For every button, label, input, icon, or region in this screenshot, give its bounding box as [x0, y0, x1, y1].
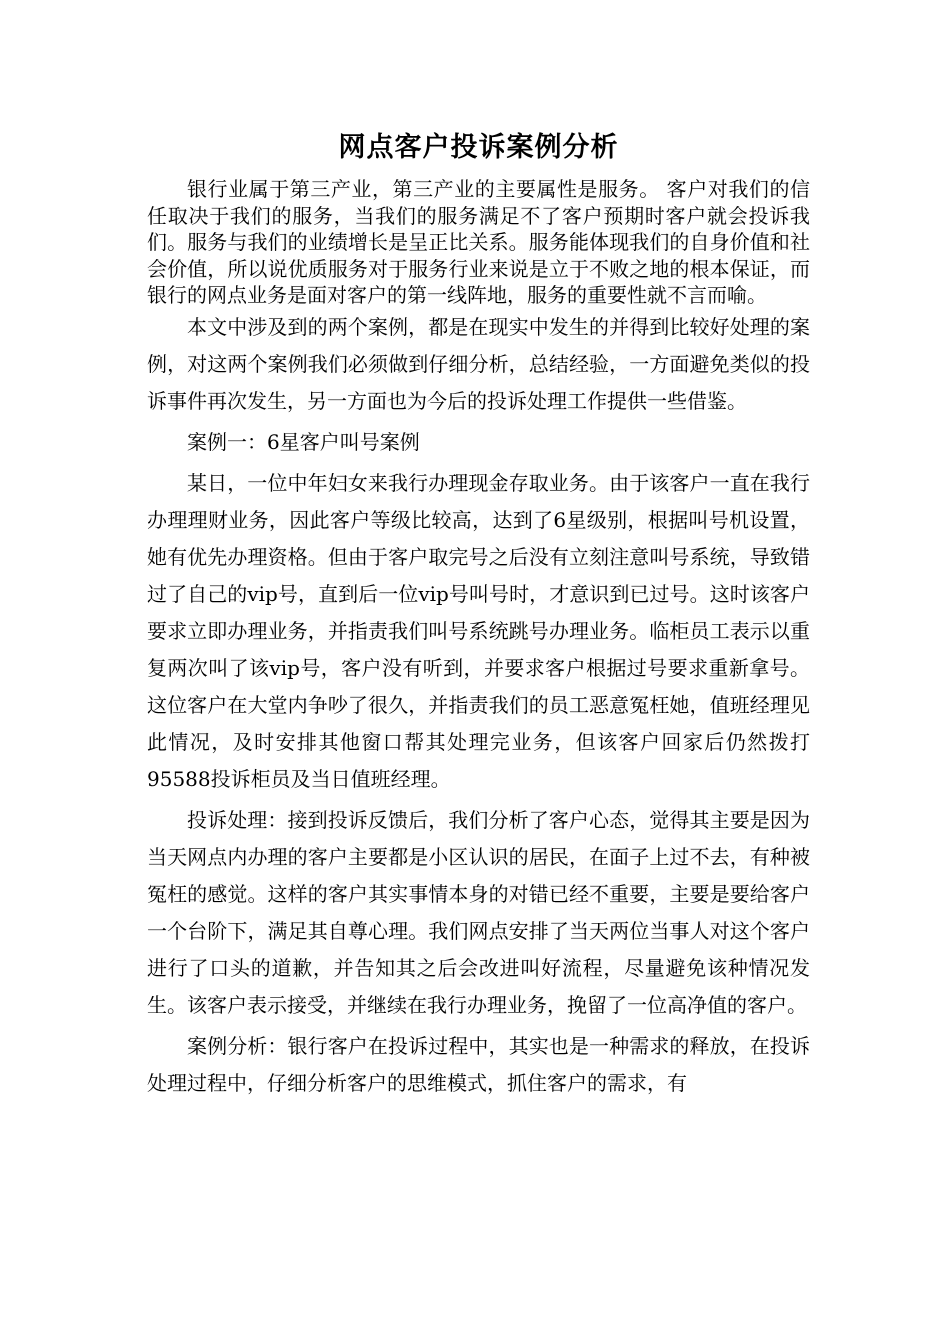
body-paragraph-3: 投诉处理：接到投诉反馈后，我们分析了客户心态，觉得其主要是因为当天网点内办理的客户主要都是小区认识的居民，在面子上过不去，有种被冤枉的感觉。这样的客户其实事情本身的对错已经不重要，主要是要给客户一个台阶下，满足其自尊心理。我们网点安排了当天两位当事人对这个客户进行了口头的道歉，并告知其之后会改进叫好流程，尽量避免该种情况发生。该客户表示接受，并继续在我行办理业务，挽留了一位高净值的客户。	[147, 807, 810, 1017]
body-paragraph-2: 某日，一位中年妇女来我行办理现金存取业务。由于该客户一直在我行办理理财业务，因此客户等级比较高，达到了6星级别，根据叫号机设置，她有优先办理资格。但由于客户取完号之后没有立刻注意叫号系统，导致错过了自己的vip号，直到后一位vip号叫号时，才意识到已过号。这时该客户要求立即办理业务，并指责我们叫号系统跳号办理业务。临柜员工表示以重复两次叫了该vip号，客户没有听到，并要求客户根据过号要求重新拿号。这位客户在大堂内争吵了很久，并指责我们的员工恶意冤枉她，值班经理见此情况，及时安排其他窗口帮其处理完业务，但该客户回家后仍然拨打95588投诉柜员及当日值班经理。	[147, 470, 810, 791]
intro-paragraph: 银行业属于第三产业，第三产业的主要属性是服务。 客户对我们的信任取决于我们的服务，当我们的服务满足不了客户预期时客户就会投诉我们。服务与我们的业绩增长是呈正比关系。服务能体现我们的自身价值和社会价值，所以说优质服务对于服务行业来说是立于不败之地的根本保证，而银行的网点业务是面对客户的第一线阵地，服务的重要性就不言而喻。	[147, 177, 810, 307]
body-paragraph-4: 案例分析：银行客户在投诉过程中，其实也是一种需求的释放，在投诉处理过程中，仔细分析客户的思维模式，抓住客户的需求，有	[147, 1033, 810, 1095]
body-paragraph-1: 本文中涉及到的两个案例，都是在现实中发生的并得到比较好处理的案例，对这两个案例我们必须做到仔细分析，总结经验，一方面避免类似的投诉事件再次发生，另一方面也为今后的投诉处理工作提供一些借鉴。	[147, 314, 810, 413]
case-heading: 案例一：6星客户叫号案例	[187, 429, 420, 454]
page-title: 网点客户投诉案例分析	[338, 132, 619, 163]
